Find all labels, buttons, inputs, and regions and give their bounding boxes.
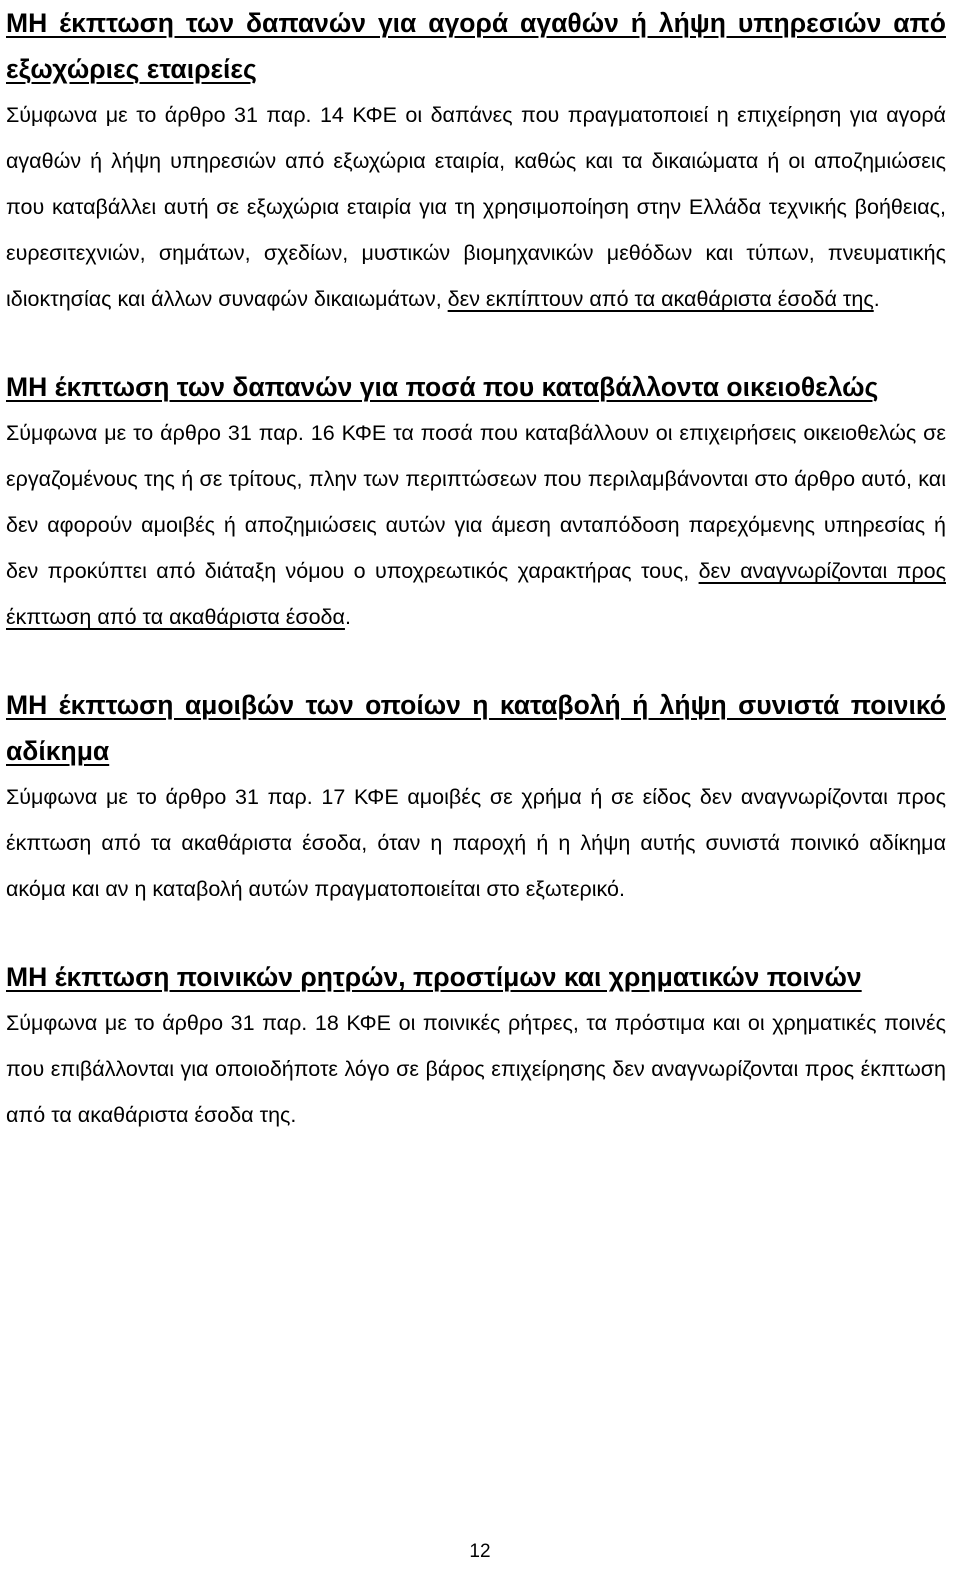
body-text-end: . (873, 287, 880, 311)
body-text-end: . (344, 605, 351, 629)
section-offshore-expenses (6, 0, 946, 322)
section-heading (6, 954, 946, 1000)
section-heading (6, 364, 946, 410)
section-penalties (6, 954, 946, 1138)
body-underlined-text: δεν εκπίπτουν από τα ακαθάριστα έσοδά της (447, 287, 874, 311)
heading-text: ΜΗ έκπτωση ποινικών ρητρών, προστίμων και χρηματικών ποινών (6, 962, 862, 992)
heading-text: ΜΗ έκπτωση των δαπανών για ποσά που καταβάλλοντα οικειοθελώς (6, 372, 879, 402)
heading-text: ΜΗ έκπτωση αμοιβών των οποίων η καταβολή ή λήψη συνιστά ποινικό αδίκημα (6, 690, 946, 766)
section-heading (6, 0, 946, 92)
section-heading (6, 682, 946, 774)
section-criminal-payments (6, 682, 946, 912)
section-gap (6, 640, 946, 682)
section-body (6, 774, 946, 912)
section-gap (6, 912, 946, 954)
section-body (6, 410, 946, 640)
section-gap (6, 322, 946, 364)
body-text: Σύμφωνα με το άρθρο 31 παρ. 17 ΚΦΕ αμοιβές σε χρήμα ή σε είδος δεν αναγνωρίζονται προς έκπτωση από τα ακαθάριστα έσοδα, όταν η παροχή ή η λήψη αυτής συνιστά ποινικό αδίκημα ακόμα και αν η καταβολή αυτών πραγματοποιείται στο εξωτερικό. (6, 785, 946, 901)
section-body (6, 92, 946, 322)
heading-text: ΜΗ έκπτωση των δαπανών για αγορά αγαθών ή λήψη υπηρεσιών από εξωχώριες εταιρείες (6, 8, 946, 84)
section-body (6, 1000, 946, 1138)
body-underlined-text: δεν αναγνωρίζονται προς έκπτωση από τα ακαθάριστα έσοδα (6, 559, 946, 629)
document-page (6, 0, 946, 1138)
body-text: Σύμφωνα με το άρθρο 31 παρ. 18 ΚΦΕ οι ποινικές ρήτρες, τα πρόστιμα και οι χρηματικές ποινές που επιβάλλονται για οποιοδήποτε λόγο σε βάρος επιχείρησης δεν αναγνωρίζονται προς έκπτωση από τα ακαθάριστα έσοδα της. (6, 1011, 946, 1127)
section-voluntary-payments (6, 364, 946, 640)
body-text: Σύμφωνα με το άρθρο 31 παρ. 14 ΚΦΕ οι δαπάνες που πραγματοποιεί η επιχείρηση για αγορά αγαθών ή λήψη υπηρεσιών από εξωχώρια εταιρία, καθώς και τα δικαιώματα ή οι αποζημιώσεις που καταβάλλει αυτή σε εξωχώρια εταιρία για τη χρησιμοποίηση στην Ελλάδα τεχνικής βοήθειας, ευρεσιτεχνιών, σημάτων, σχεδίων, μυστικών βιομηχανικών μεθόδων και τύπων, πνευματικής ιδιοκτησίας και άλλων συναφών δικαιωμάτων, (6, 103, 946, 311)
page-number: 12 (469, 1541, 491, 1562)
body-text: Σύμφωνα με το άρθρο 31 παρ. 16 ΚΦΕ τα ποσά που καταβάλλουν οι επιχειρήσεις οικειοθελώς σε εργαζομένους της ή σε τρίτους, πλην των περιπτώσεων που περιλαμβάνονται στο άρθρο αυτό, και δεν αφορούν αμοιβές ή αποζημιώσεις αυτών για άμεση ανταπόδοση παρεχόμενης υπηρεσίας ή δεν προκύπτει από διάταξη νόμου ο υποχρεωτικός χαρακτήρας τους, (6, 421, 946, 583)
